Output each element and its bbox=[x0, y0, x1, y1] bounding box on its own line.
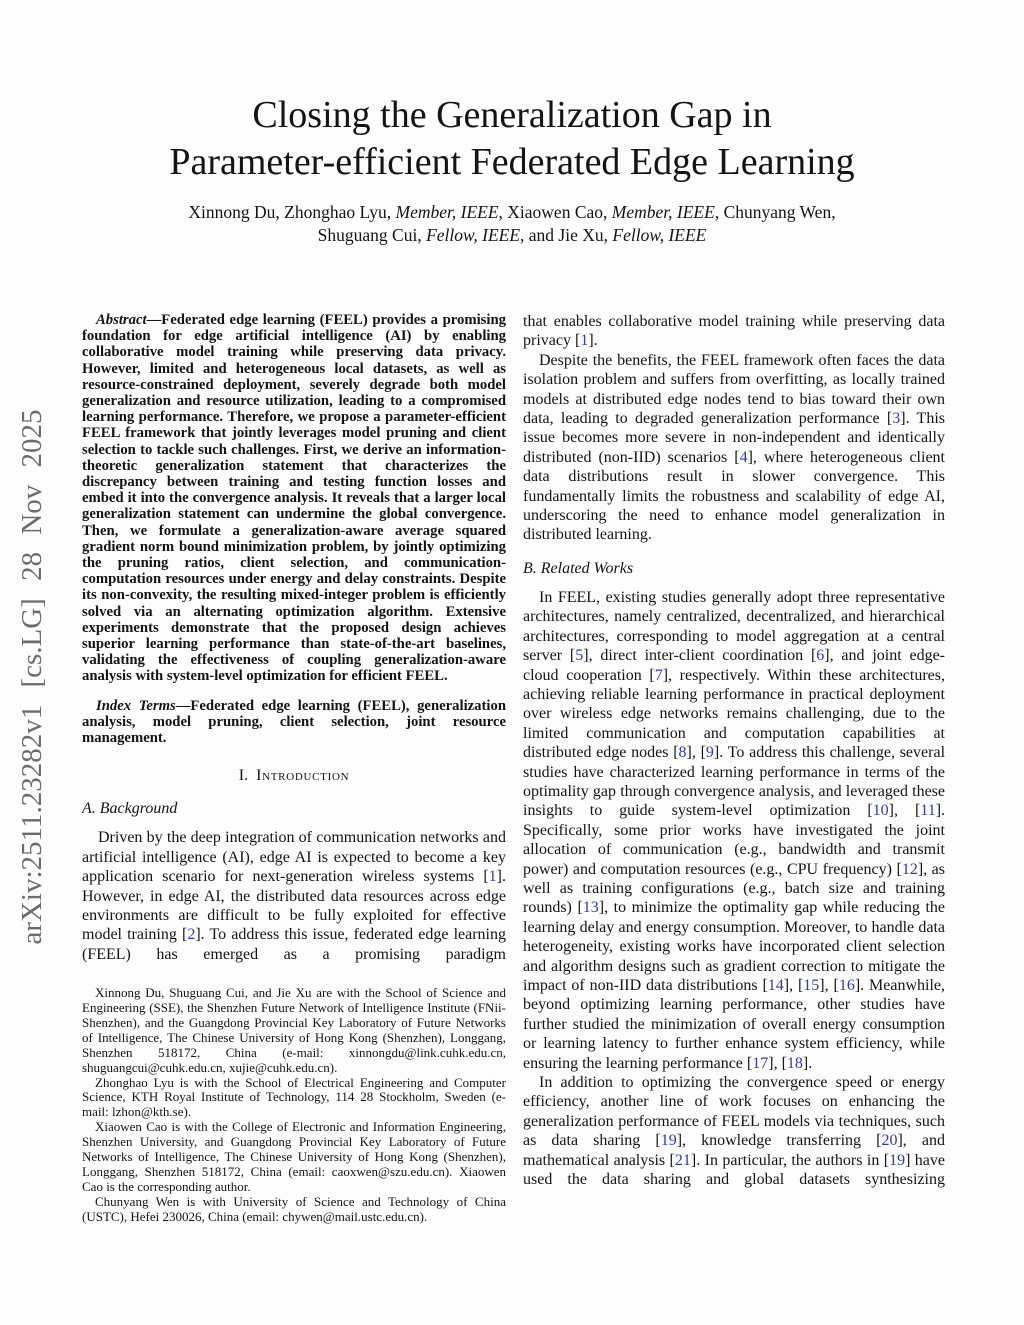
paragraph-despite-benefits: Despite the benefits, the FEEL framework often faces the data isolation problem and suffers from overfitting, as locally trained models at distributed edge nodes tend to bias toward their own data, leading to degraded generalization performance [3]. This issue becomes more severe in non-independent and identically distributed (non-IID) scenarios [4], where heterogeneous client data distributions result in slower convergence. This fundamentally limits the robustness and scalability of edge AI, underscoring the need to enhance model generalization in distributed learning. bbox=[523, 351, 945, 544]
abstract-label: Abstract bbox=[96, 312, 147, 328]
citation-link[interactable]: 21 bbox=[674, 1151, 691, 1169]
footnote-affiliation: Chunyang Wen is with University of Science and Technology of China (USTC), Hefei 230026, China (email: chywen@mail.ustc.edu.cn). bbox=[82, 1193, 506, 1224]
index-terms-label: Index Terms bbox=[96, 697, 176, 714]
paper-title bbox=[0, 92, 1024, 186]
citation-link[interactable]: 18 bbox=[786, 1054, 803, 1072]
citation-link[interactable]: 13 bbox=[582, 899, 599, 917]
author-line: Xinnong Du, Zhonghao Lyu, Member, IEEE, Xiaowen Cao, Member, IEEE, Chunyang Wen, bbox=[188, 202, 836, 222]
author-list bbox=[0, 201, 1024, 246]
citation-link[interactable]: 19 bbox=[660, 1132, 677, 1150]
paragraph-continuation: that enables collaborative model training while preserving data privacy [1]. bbox=[523, 313, 945, 350]
section-title: Introduction bbox=[256, 767, 350, 785]
citation-link[interactable]: 3 bbox=[892, 410, 901, 428]
arxiv-banner: arXiv:2511.23282v1 [cs.LG] 28 Nov 2025 bbox=[16, 409, 48, 945]
index-terms-text: —Federated edge learning (FEEL), generalization analysis, model pruning, client selection, joint resource management. bbox=[82, 697, 506, 747]
citation-link[interactable]: 20 bbox=[881, 1132, 898, 1150]
footnote-affiliation: Xinnong Du, Shuguang Cui, and Jie Xu are with the School of Science and Engineering (SSE), the Shenzhen Future Network of Intelligence Institute (FNii-Shenzhen), and the Guangdong Provincial Key Laboratory of Future Networks of Intelligence, The Chinese University of Hong Kong (Shenzhen), Longgang, Shenzhen 518172, China (e-mail: xinnongdu@link.cuhk.edu.cn, shuguangcui@cuhk.edu.cn, xujie@cuhk.edu.cn). bbox=[82, 985, 506, 1075]
citation-link[interactable]: 17 bbox=[752, 1054, 769, 1072]
citation-link[interactable]: 11 bbox=[920, 802, 936, 820]
index-terms bbox=[82, 698, 506, 747]
citation-link[interactable]: 1 bbox=[488, 868, 497, 886]
abstract-text: —Federated edge learning (FEEL) provides a promising foundation for edge artificial intelligence (AI) by enabling collaborative model training while preserving data privacy. However, limited and heterogeneous local datasets, as well as resource-constrained deployment, severely degrade both model generalization and resource utilization, leading to a compromised learning performance. Therefore, we propose a parameter-efficient FEEL framework that jointly leverages model pruning and client selection to tackle such challenges. First, we derive an information-theoretic generalization statement that characterizes the discrepancy between training and testing function losses and embed it into the convergence analysis. It reveals that a larger local generalization statement can undermine the global convergence. Then, we formulate a generalization-aware average squared gradient norm bound minimization problem, by jointly optimizing the pruning ratios, client selection, and communication-computation resources under energy and delay constraints. Despite its non-convexity, the resulting mixed-integer problem is efficiently solved via an alternating optimization algorithm. Extensive experiments demonstrate that the proposed design achieves superior learning performance than state-of-the-art baselines, validating the effectiveness of coupling generalization-aware analysis with system-level optimization for efficient FEEL. bbox=[82, 312, 506, 685]
right-column bbox=[523, 312, 945, 1262]
citation-link[interactable]: 1 bbox=[580, 332, 589, 350]
citation-link[interactable]: 8 bbox=[678, 744, 687, 762]
section-number: I. bbox=[238, 767, 249, 785]
citation-link[interactable]: 5 bbox=[575, 647, 584, 665]
left-column bbox=[82, 312, 506, 1278]
citation-link[interactable]: 4 bbox=[739, 448, 748, 466]
citation-link[interactable]: 2 bbox=[187, 926, 196, 944]
author-line: Shuguang Cui, Fellow, IEEE, and Jie Xu, Fellow, IEEE bbox=[317, 224, 707, 245]
paper-header bbox=[0, 92, 1024, 246]
citation-link[interactable]: 12 bbox=[901, 860, 918, 878]
subsection-heading-background: A. Background bbox=[82, 800, 178, 818]
abstract bbox=[82, 312, 506, 685]
paragraph-generalization-line: In addition to optimizing the convergence speed or energy efficiency, another line of work focuses on enhancing the generalization performance of FEEL models via techniques, such as data sharing [19], knowledge transferring [20], and mathematical analysis [21]. In particular, the authors in [19] have used the data sharing and global datasets synthesizing bbox=[523, 1074, 945, 1189]
footnote-affiliation: Xiaowen Cao is with the College of Electronic and Information Engineering, Shenzhen University, and Guangdong Provincial Key Laboratory of Future Networks of Intelligence, The Chinese University of Hong Kong (Shenzhen), Longgang, Shenzhen 518172, China (email: caoxwen@szu.edu.cn). Xiaowen Cao is the corresponding author. bbox=[82, 1119, 506, 1194]
citation-link[interactable]: 14 bbox=[767, 977, 784, 994]
citation-link[interactable]: 16 bbox=[838, 977, 855, 994]
section-heading-introduction bbox=[82, 767, 506, 785]
citation-link[interactable]: 15 bbox=[803, 977, 820, 994]
citation-link[interactable]: 9 bbox=[705, 744, 714, 762]
paragraph-related-works: In FEEL, existing studies generally adopt three representative architectures, namely centralized, decentralized, and hierarchical architectures, corresponding to model aggregation at a central server [5], direct inter-client coordination [6], and joint edge-cloud cooperation [7], respectively. Within these architectures, achieving reliable learning performance in practical deployment over wireless edge networks remains challenging, due to the limited communication and computation capabilities at distributed edge nodes [8], [9]. To address this challenge, several studies have characterized learning performance in terms of the optimality gap through convergence analysis, and leveraged these insights to guide system-level optimization [10], [11]. Specifically, some prior works have investigated the joint allocation of communication (e.g., bandwidth and transmit power) and computation resources (e.g., CPU frequency) [12], as well as training configurations (e.g., batch size and training rounds) [13], to minimize the optimality gap while reducing the learning delay and energy consumption. Moreover, to handle data heterogeneity, existing works have incorporated client selection and algorithm designs such as gradient correction to mitigate the impact of non-IID data distributions [14], [15], [16]. Meanwhile, beyond optimizing learning performance, other studies have further studied the minimization of overall energy consumption or learning latency to further enhance system efficiency, while ensuring the learning performance [17], [18]. bbox=[523, 588, 945, 1072]
paper-title-line: Parameter-efficient Federated Edge Learning bbox=[169, 141, 855, 183]
citation-link[interactable]: 6 bbox=[816, 647, 825, 665]
footnote-affiliation: Zhonghao Lyu is with the School of Electrical Engineering and Computer Science, KTH Royal Institute of Technology, 114 28 Stockholm, Sweden (e-mail: lzhon@kth.se). bbox=[82, 1074, 506, 1120]
footnotes-block bbox=[82, 986, 506, 1225]
subsection-heading-related-works: B. Related Works bbox=[523, 559, 634, 577]
paragraph-background: Driven by the deep integration of communication networks and artificial intelligence (AI), edge AI is expected to become a key application scenario for next-generation wireless systems [1]. However, in edge AI, the distributed data resources across edge environments are difficult to be fully exploited for effective model training [2]. To address this issue, federated edge learning (FEEL) has emerged as a promising paradigm bbox=[82, 829, 506, 963]
citation-link[interactable]: 19 bbox=[889, 1151, 906, 1169]
paper-title-line: Closing the Generalization Gap in bbox=[252, 94, 772, 136]
citation-link[interactable]: 7 bbox=[654, 666, 663, 684]
citation-link[interactable]: 10 bbox=[872, 802, 889, 820]
